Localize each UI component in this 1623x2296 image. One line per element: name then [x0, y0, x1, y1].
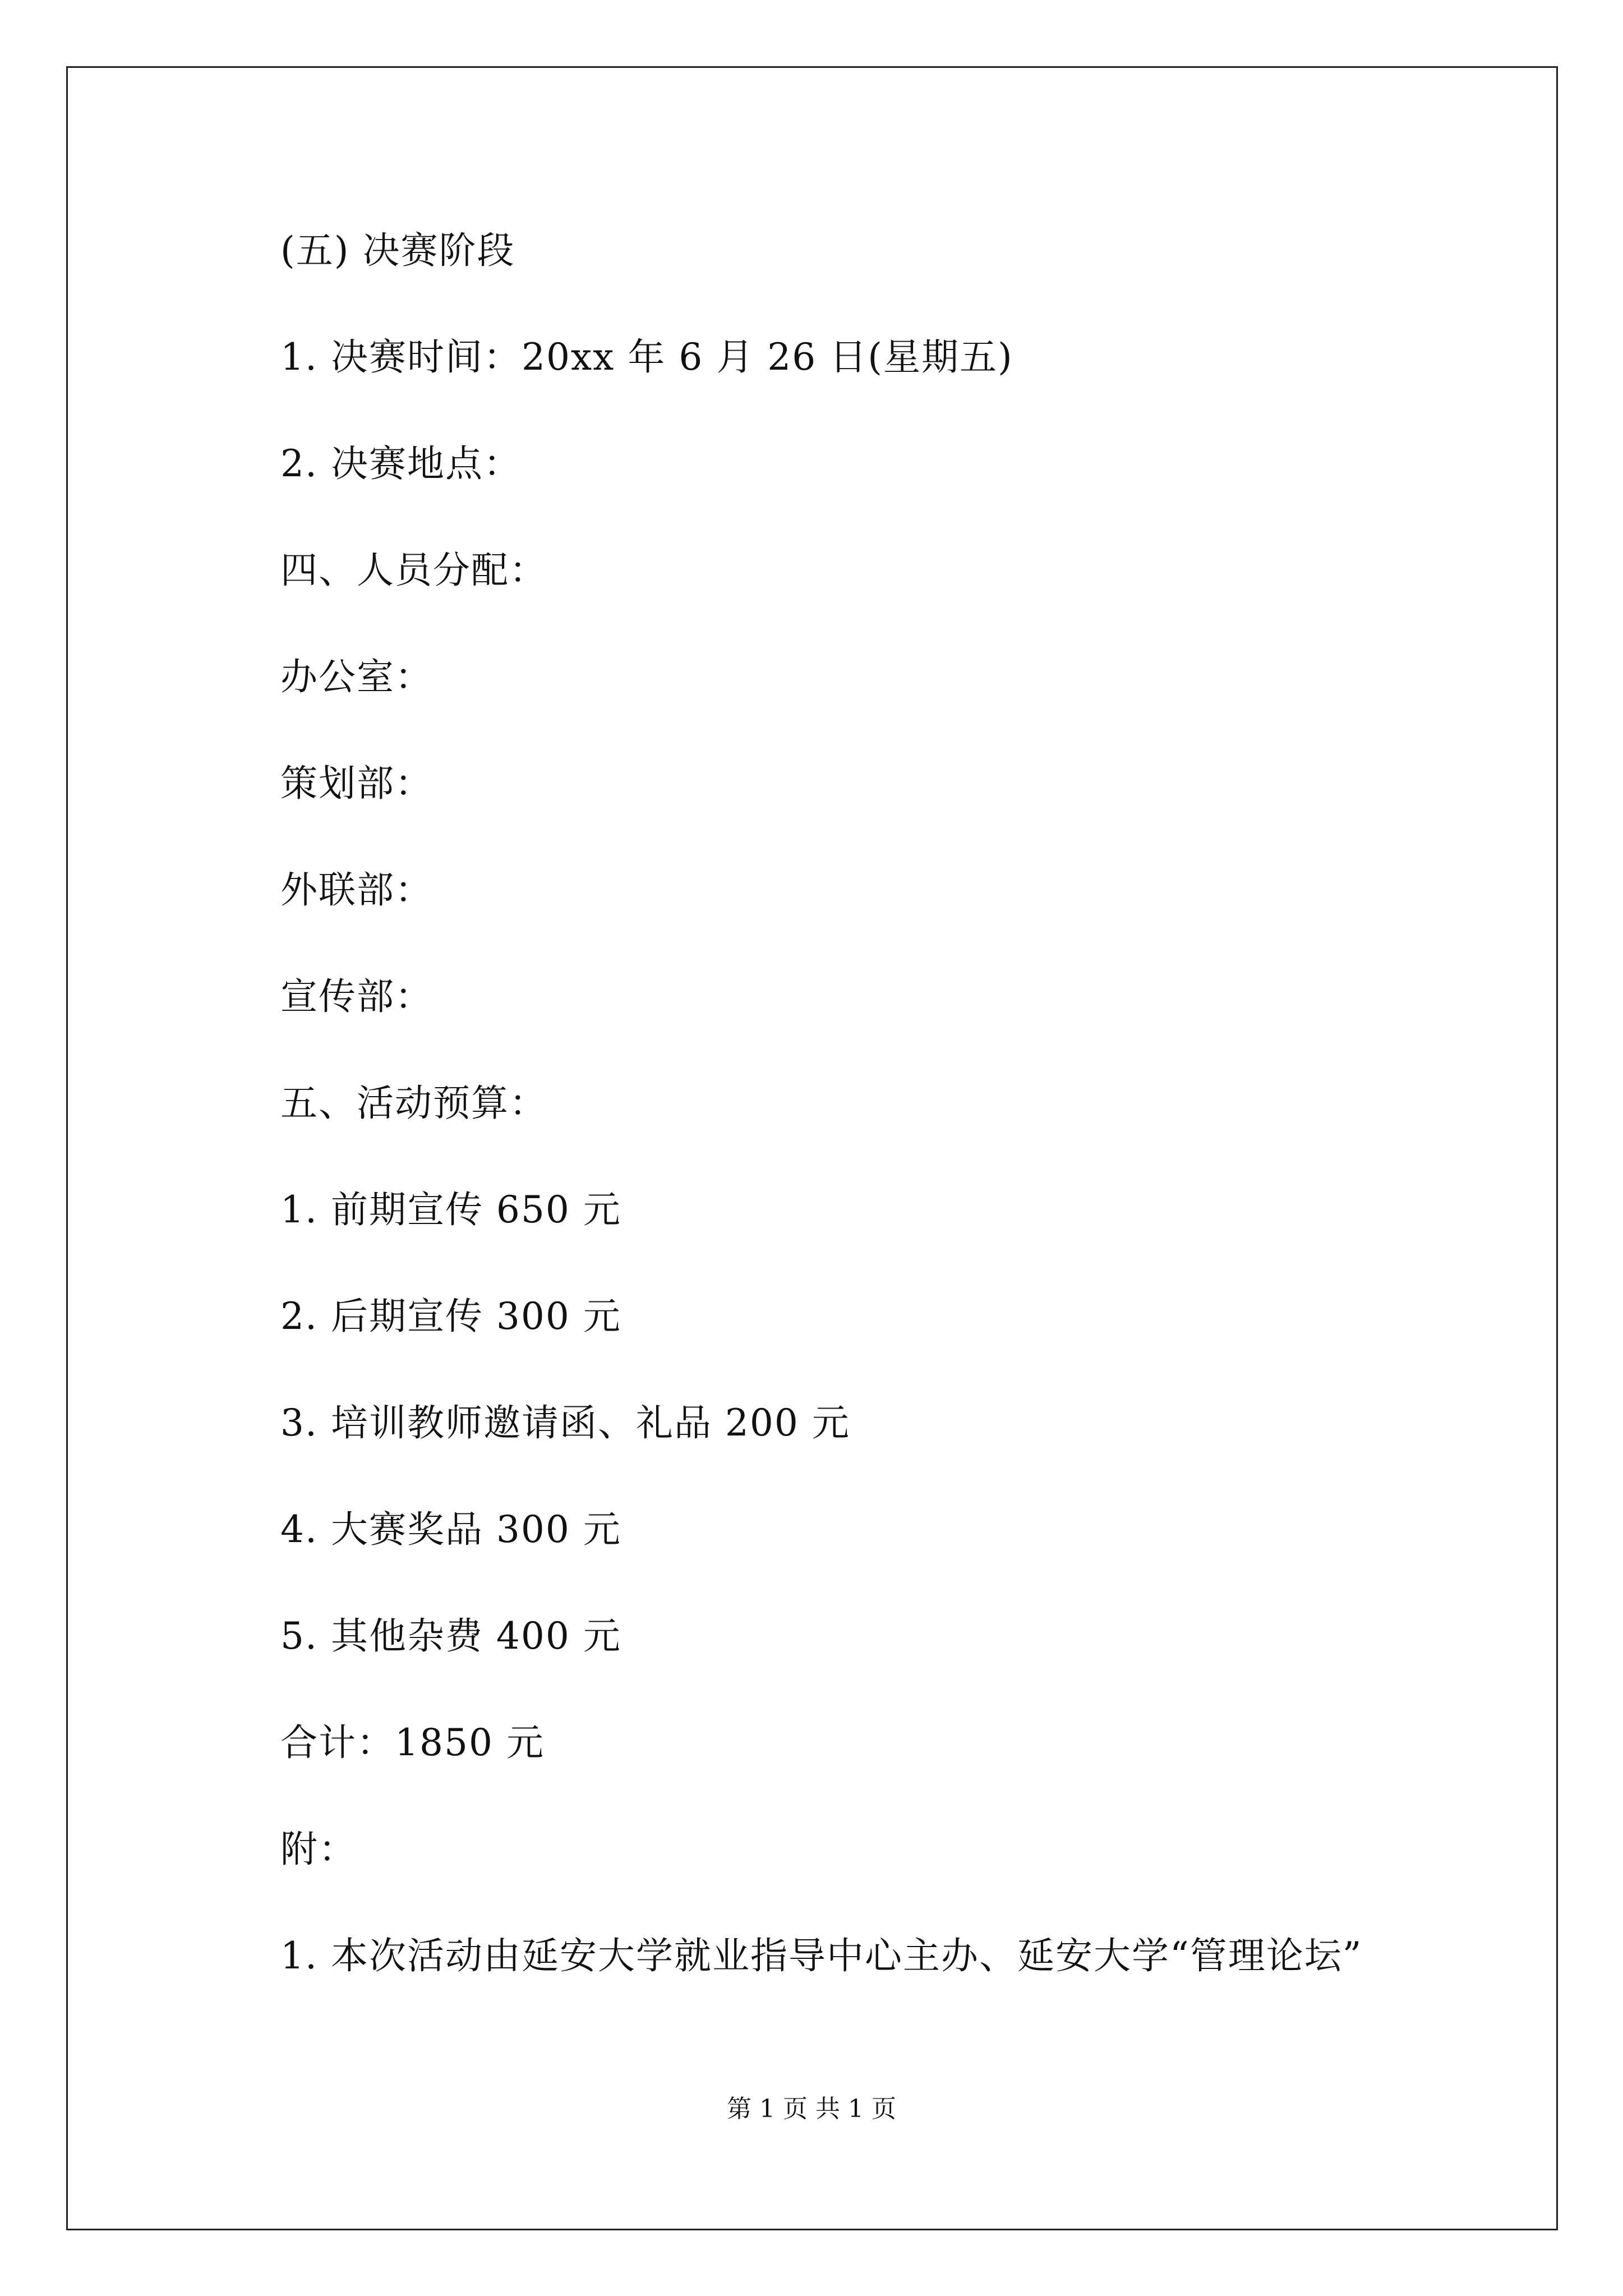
appendix-heading: 附： [280, 1828, 357, 1871]
staff-external: 外联部： [280, 868, 433, 912]
section-heading-staffing: 四、人员分配： [280, 549, 547, 592]
final-time: 1. 决赛时间：20xx 年 6 月 26 日(星期五) [280, 335, 1013, 379]
section-heading-budget: 五、活动预算： [280, 1082, 547, 1125]
final-location: 2. 决赛地点： [280, 442, 522, 485]
page-border [66, 66, 1558, 2230]
budget-item-4: 4. 大赛奖品 300 元 [280, 1508, 621, 1551]
staff-publicity: 宣传部： [280, 975, 433, 1018]
section-heading-final-stage: (五) 决赛阶段 [280, 229, 515, 272]
page-footer: 第 1 页 共 1 页 [727, 2095, 896, 2123]
budget-item-3: 3. 培训教师邀请函、礼品 200 元 [280, 1401, 850, 1444]
staff-planning: 策划部： [280, 762, 433, 805]
appendix-item-1: 1. 本次活动由延安大学就业指导中心主办、延安大学“管理论坛” [280, 1934, 1363, 1977]
budget-item-5: 5. 其他杂费 400 元 [280, 1614, 621, 1658]
budget-item-2: 2. 后期宣传 300 元 [280, 1295, 621, 1338]
budget-item-1: 1. 前期宣传 650 元 [280, 1188, 621, 1231]
staff-office: 办公室： [280, 655, 433, 698]
budget-total: 合计：1850 元 [280, 1721, 545, 1764]
